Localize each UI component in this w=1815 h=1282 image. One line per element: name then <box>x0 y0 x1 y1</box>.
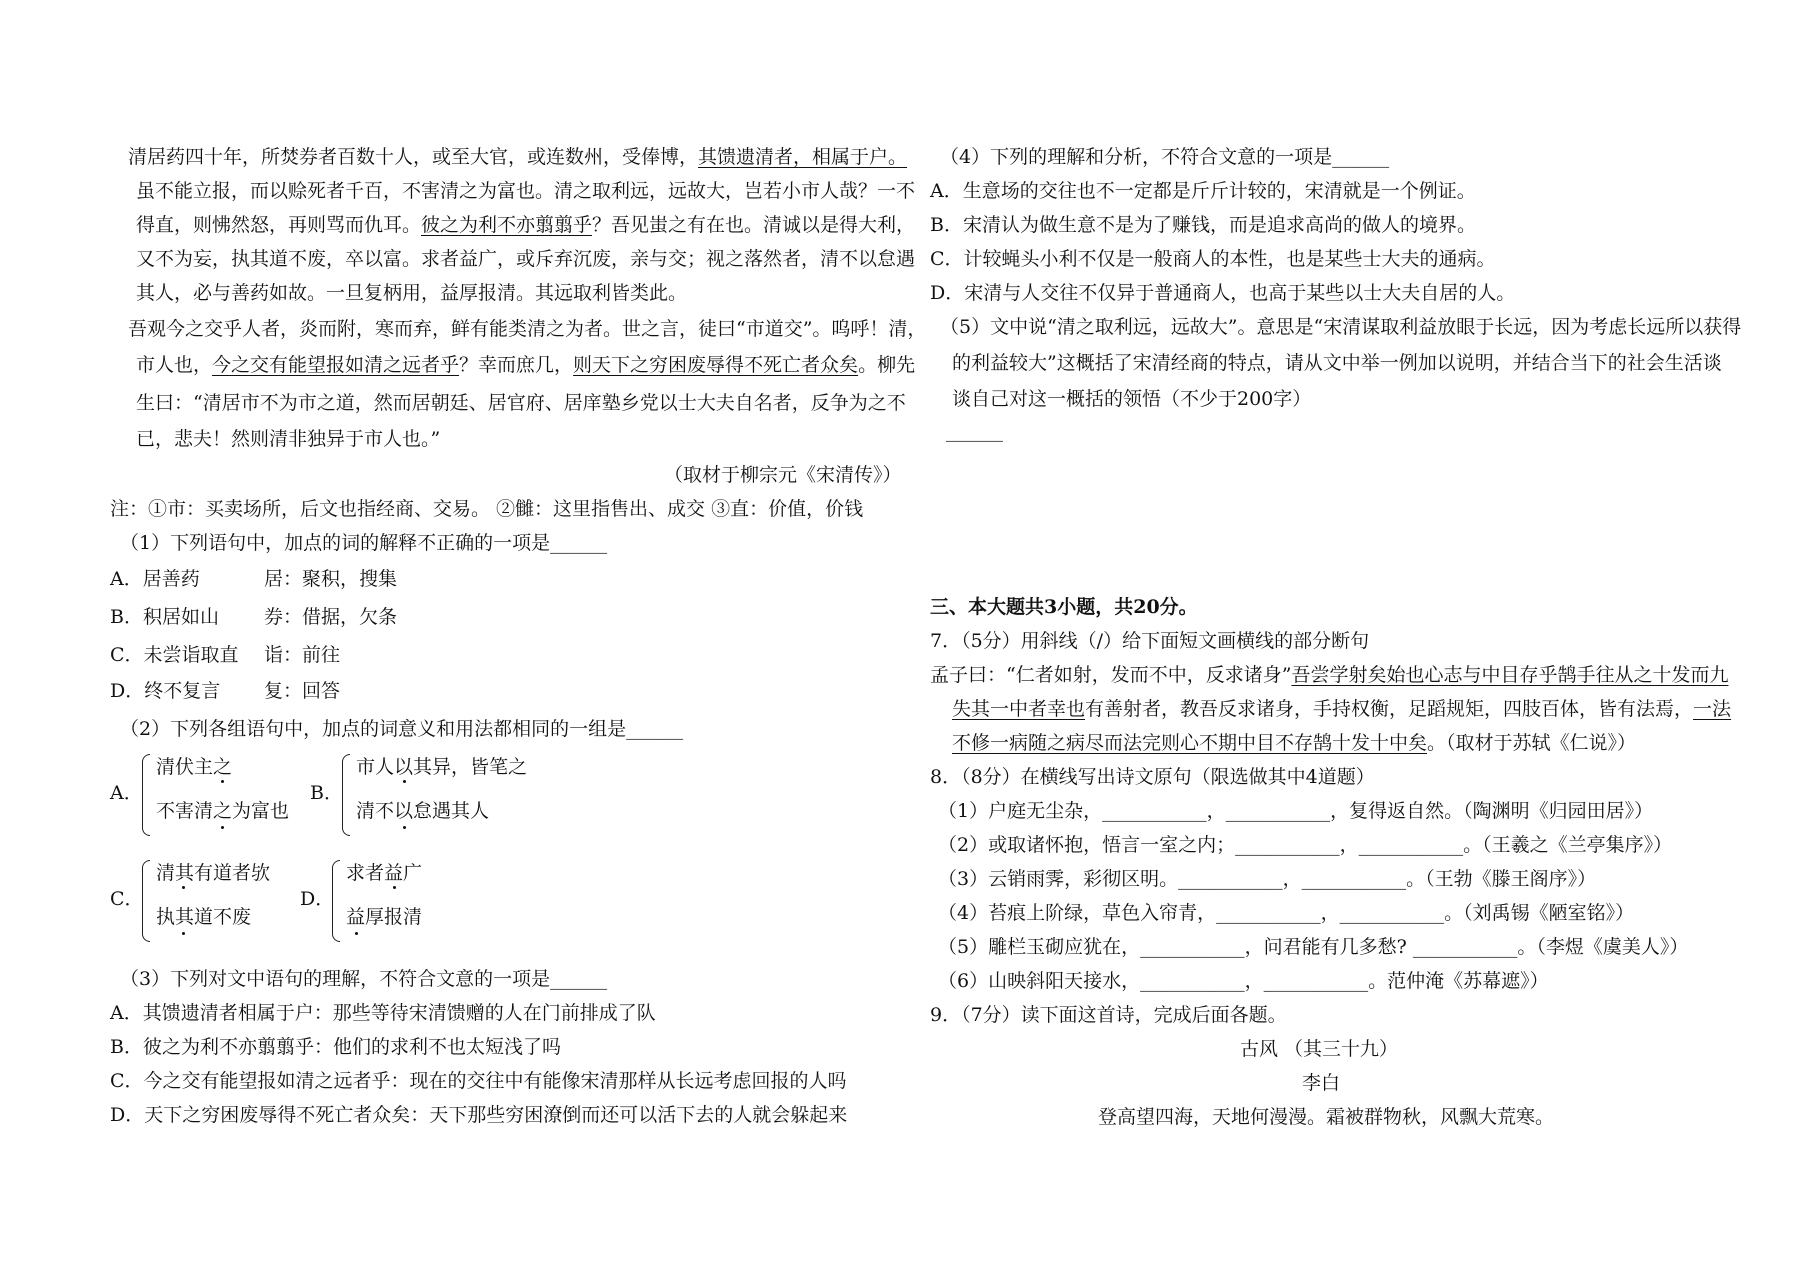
emphasis-dot <box>221 780 224 783</box>
q2-group-d-letter: D． <box>300 888 335 910</box>
q1-option-b: B．积居如山 <box>110 606 219 628</box>
question-5-line-1: （5）文中说“清之取利远，远故大”。意思是“宋清谋取利益放眼于长远，因为考虑长远所以获得 <box>940 316 1742 338</box>
emphasis-dot <box>403 780 406 783</box>
q7-text-line-1: 孟子曰：“仁者如射，发而不中，反求诸身”吾尝学射矣始也心志与中目存乎鹄手往从之十发而九 <box>930 664 1729 686</box>
q8-item-6: （6）山映斜阳天接水，___________，___________。范仲淹《苏幕遮》） <box>938 970 1549 992</box>
q1-option-b-def: 券：借据，欠条 <box>264 606 398 628</box>
passage-line-3: 得直，则怫然怒，再则骂而仇耳。彼之为利不亦翦翦乎？吾见蚩之有在也。清诚以是得大利， <box>136 214 916 236</box>
poem-author: 李白 <box>1302 1072 1341 1094</box>
q4-option-c: C．计较蝇头小利不仅是一般商人的本性，也是某些士大夫的通病。 <box>930 248 1496 270</box>
q1-option-a: A．居善药 <box>110 568 200 590</box>
q2-group-b-brace <box>342 754 350 836</box>
q2-group-c-letter: C． <box>110 888 144 910</box>
answer-blank[interactable]: ______ <box>946 420 1003 442</box>
section-3-heading: 三、本大题共3小题，共20分。 <box>930 596 1198 618</box>
q2-group-d-line2: 益厚报清 <box>346 906 423 928</box>
q2-group-d-brace <box>332 860 340 942</box>
emphasis-dot <box>182 886 185 889</box>
q2-group-c-brace <box>142 860 150 942</box>
q2-group-a-letter: A． <box>110 782 143 804</box>
q2-group-a-line2: 不害清之为富也 <box>156 800 290 822</box>
question-1: （1）下列语句中，加点的词的解释不正确的一项是______ <box>120 532 608 554</box>
q2-group-b-line1: 市人以其异，皆笔之 <box>356 756 528 778</box>
underlined-passage: 失其一中者幸也 <box>952 698 1086 720</box>
emphasis-dot <box>393 886 396 889</box>
q1-option-c-def: 诣：前往 <box>264 644 341 666</box>
q8-item-2: （2）或取诸怀抱，悟言一室之内；___________，___________。（王羲之《兰亭集序》） <box>938 834 1673 856</box>
q8-item-1: （1）户庭无尘杂，___________，___________，复得返自然。（陶渊明《归园田居》） <box>938 800 1654 822</box>
q2-group-a-brace <box>142 754 150 836</box>
poem-line: 登高望四海，天地何漫漫。霜被群物秋，风飘大荒寒。 <box>1098 1106 1555 1128</box>
q1-option-d: D．终不复言 <box>110 680 221 702</box>
underlined-sentence: 其馈遗清者，相属于户。 <box>698 146 908 168</box>
q3-option-a: A．其馈遗清者相属于户：那些等待宋清馈赠的人在门前排成了队 <box>110 1002 656 1024</box>
question-5-line-2: 的利益较大”这概括了宋清经商的特点，请从文中举一例加以说明，并结合当下的社会生活谈 <box>952 352 1722 374</box>
underlined-passage: 一法 <box>1693 698 1732 720</box>
q2-group-a-line1: 清伏主之 <box>156 756 233 778</box>
emphasis-dot <box>403 826 406 829</box>
passage-line-2: 虽不能立报，而以赊死者千百，不害清之为富也。清之取利远，远故大，岂若小市人哉？一不 <box>136 180 916 202</box>
q2-group-d-line1: 求者益广 <box>346 862 423 884</box>
underlined-passage: 吾尝学射矣始也心志与中目存乎鹄手往从之十发而九 <box>1291 664 1729 686</box>
q4-option-a: A．生意场的交往也不一定都是斤斤计较的，宋清就是一个例证。 <box>930 180 1476 202</box>
emphasis-dot <box>221 826 224 829</box>
q1-option-d-def: 复：回答 <box>264 680 341 702</box>
passage-note: 注：①市：买卖场所，后文也指经商、交易。 ②雠：这里指售出、成交 ③直：价值，价钱 <box>110 498 864 520</box>
q8-item-4: （4）苔痕上阶绿，草色入帘青，___________，___________。（刘禹锡《陋室铭》） <box>938 902 1635 924</box>
q7-text-line-3: 不修一病随之病尽而法完则心不期中目不存鹄十发十中矣。（取材于苏轼《仁说》） <box>952 732 1637 754</box>
q3-option-b: B．彼之为利不亦翦翦乎：他们的求利不也太短浅了吗 <box>110 1036 561 1058</box>
emphasis-dot <box>182 932 185 935</box>
underlined-sentence: 则天下之穷困废辱得不死亡者众矣 <box>573 354 859 376</box>
passage-line-6: 吾观今之交乎人者，炎而附，寒而弃，鲜有能类清之为者。世之言，徒曰“市道交”。呜呼！清， <box>128 318 927 340</box>
emphasis-dot <box>355 932 358 935</box>
question-3: （3）下列对文中语句的理解，不符合文意的一项是______ <box>120 968 608 990</box>
q3-option-c: C．今之交有能望报如清之远者乎：现在的交往中有能像宋清那样从长远考虑回报的人吗 <box>110 1070 847 1092</box>
q8-item-3: （3）云销雨霁，彩彻区明。___________，___________。（王勃《滕王阁序》） <box>938 868 1597 890</box>
underlined-sentence: 彼之为利不亦翦翦乎 <box>421 214 593 236</box>
underlined-sentence: 今之交有能望报如清之远者乎 <box>212 354 460 376</box>
q1-option-c: C．未尝诣取直 <box>110 644 239 666</box>
passage-line-8: 生曰：“清居市不为市之道，然而居朝廷、居官府、居庠塾乡党以士大夫自名者，反争为之不 <box>136 392 906 414</box>
question-5-line-3: 谈自己对这一概括的领悟（不少于200字） <box>952 388 1312 410</box>
passage-line-4: 又不为妄，执其道不废，卒以富。求者益广，或斥弃沉废，亲与交；视之落然者，清不以怠遇 <box>136 248 916 270</box>
q2-group-b-line2: 清不以怠遇其人 <box>356 800 490 822</box>
poem-title: 古风 （其三十九） <box>1240 1038 1399 1060</box>
question-8: 8．（8分）在横线写出诗文原句（限选做其中4道题） <box>930 766 1375 788</box>
underlined-passage: 不修一病随之病尽而法完则心不期中目不存鹄十发十中矣 <box>952 732 1428 754</box>
passage-line-9: 已，悲夫！然则清非独异于市人也。” <box>136 428 441 450</box>
passage-source: （取材于柳宗元《宋清传》） <box>664 464 902 486</box>
q2-group-c-line2: 执其道不废 <box>156 906 252 928</box>
q7-text-line-2: 失其一中者幸也有善射者，教吾反求诸身，手持权衡，足蹈规矩，四肢百体，皆有法焉，一法 <box>952 698 1732 720</box>
q2-group-c-line1: 清其有道者欤 <box>156 862 271 884</box>
q4-option-d: D．宋清与人交往不仅异于普通商人，也高于某些以士大夫自居的人。 <box>930 282 1516 304</box>
passage-line-5: 其人，必与善药如故。一旦复柄用，益厚报清。其远取利皆类此。 <box>136 282 688 304</box>
question-2: （2）下列各组语句中，加点的词意义和用法都相同的一组是______ <box>120 718 684 740</box>
question-4: （4）下列的理解和分析，不符合文意的一项是______ <box>940 146 1390 168</box>
q4-option-b: B．宋清认为做生意不是为了赚钱，而是追求高尚的做人的境界。 <box>930 214 1476 236</box>
q2-group-b-letter: B． <box>310 782 343 804</box>
passage-line-7: 市人也，今之交有能望报如清之远者乎？幸而庶几，则天下之穷困废辱得不死亡者众矣。柳先 <box>136 354 916 376</box>
question-7: 7．（5分）用斜线（/）给下面短文画横线的部分断句 <box>930 630 1370 652</box>
q3-option-d: D．天下之穷困废辱得不死亡者众矣：天下那些穷困潦倒而还可以活下去的人就会躲起来 <box>110 1104 848 1126</box>
question-9: 9．（7分）读下面这首诗，完成后面各题。 <box>930 1004 1287 1026</box>
passage-line-1: 清居药四十年，所焚券者百数十人，或至大官，或连数州，受俸博，其馈遗清者，相属于户。 <box>128 146 908 168</box>
q1-option-a-def: 居：聚积，搜集 <box>264 568 398 590</box>
q8-item-5: （5）雕栏玉砌应犹在，___________，问君能有几多愁? ___________。（李煜《虞美人》） <box>938 936 1689 958</box>
